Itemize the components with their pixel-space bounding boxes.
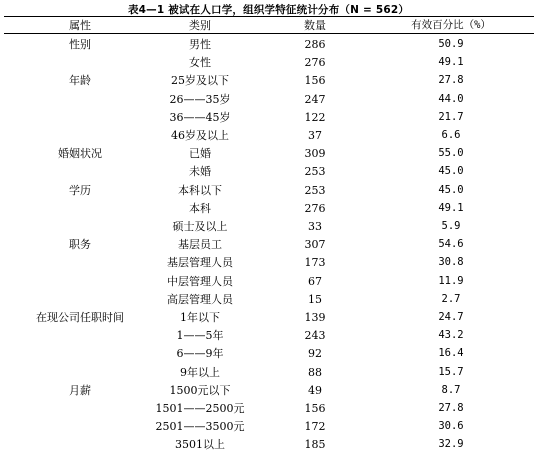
percent-cell: 32.9 <box>438 438 464 450</box>
attribute-cell: 年龄 <box>69 74 91 87</box>
percent-cell: 55.0 <box>438 147 464 159</box>
percent-cell: 43.2 <box>438 329 464 341</box>
category-cell: 男性 <box>189 38 211 51</box>
category-cell: 1500元以下 <box>169 384 231 397</box>
category-cell: 36——45岁 <box>169 111 231 124</box>
category-cell: 1——5年 <box>176 329 224 342</box>
count-cell: 92 <box>308 347 322 360</box>
attribute-cell: 职务 <box>69 238 91 251</box>
percent-cell: 8.7 <box>441 384 461 396</box>
category-cell: 基层管理人员 <box>167 256 233 269</box>
percent-cell: 49.1 <box>438 56 464 68</box>
percent-cell: 21.7 <box>438 111 464 123</box>
count-cell: 15 <box>308 293 322 306</box>
attribute-cell: 月薪 <box>69 384 91 397</box>
count-cell: 156 <box>304 402 326 415</box>
attribute-cell: 在现公司任职时间 <box>36 311 124 324</box>
percent-cell: 24.7 <box>438 311 464 323</box>
header-count: 数量 <box>304 19 326 32</box>
percent-cell: 5.9 <box>441 220 461 232</box>
count-cell: 139 <box>304 311 326 324</box>
count-cell: 276 <box>304 202 326 215</box>
category-cell: 9年以上 <box>180 366 220 379</box>
count-cell: 67 <box>308 275 322 288</box>
count-cell: 307 <box>304 238 326 251</box>
table-top-rule <box>4 16 534 17</box>
percent-cell: 30.8 <box>438 256 464 268</box>
category-cell: 基层员工 <box>178 238 222 251</box>
percent-cell: 27.8 <box>438 74 464 86</box>
category-cell: 1501——2500元 <box>155 402 245 415</box>
category-cell: 2501——3500元 <box>155 420 245 433</box>
category-cell: 女性 <box>189 56 211 69</box>
category-cell: 6——9年 <box>176 347 224 360</box>
category-cell: 未婚 <box>189 165 211 178</box>
category-cell: 硕士及以上 <box>172 220 228 233</box>
percent-cell: 44.0 <box>438 93 464 105</box>
category-cell: 1年以下 <box>180 311 220 324</box>
count-cell: 172 <box>304 420 326 433</box>
percent-cell: 54.6 <box>438 238 464 250</box>
category-cell: 本科以下 <box>178 184 222 197</box>
table-caption: 表4—1 被试在人口学，组织学特征统计分布（N = 562） <box>127 4 410 16</box>
percent-cell: 45.0 <box>438 184 464 196</box>
percent-cell: 50.9 <box>438 38 464 50</box>
attribute-cell: 性别 <box>69 38 91 51</box>
category-cell: 中层管理人员 <box>167 275 233 288</box>
category-cell: 高层管理人员 <box>167 293 233 306</box>
category-cell: 本科 <box>189 202 211 215</box>
count-cell: 253 <box>304 184 326 197</box>
count-cell: 49 <box>308 384 322 397</box>
count-cell: 88 <box>308 366 322 379</box>
count-cell: 309 <box>304 147 326 160</box>
percent-cell: 30.6 <box>438 420 464 432</box>
percent-cell: 11.9 <box>438 275 464 287</box>
count-cell: 253 <box>304 165 326 178</box>
count-cell: 173 <box>304 256 326 269</box>
count-cell: 37 <box>308 129 322 142</box>
category-cell: 46岁及以上 <box>171 129 229 142</box>
header-attribute: 属性 <box>69 19 91 32</box>
percent-cell: 45.0 <box>438 165 464 177</box>
count-cell: 243 <box>304 329 326 342</box>
category-cell: 3501以上 <box>175 438 225 451</box>
percent-cell: 49.1 <box>438 202 464 214</box>
count-cell: 33 <box>308 220 322 233</box>
count-cell: 122 <box>304 111 326 124</box>
count-cell: 185 <box>304 438 326 451</box>
header-category: 类别 <box>189 19 211 32</box>
count-cell: 286 <box>304 38 326 51</box>
header-percent: 有效百分比（%） <box>411 19 491 31</box>
percent-cell: 2.7 <box>441 293 461 305</box>
percent-cell: 27.8 <box>438 402 464 414</box>
category-cell: 25岁及以下 <box>171 74 229 87</box>
category-cell: 已婚 <box>189 147 211 160</box>
count-cell: 156 <box>304 74 326 87</box>
header-rule <box>4 33 534 34</box>
percent-cell: 6.6 <box>441 129 461 141</box>
count-cell: 276 <box>304 56 326 69</box>
attribute-cell: 学历 <box>69 184 91 197</box>
percent-cell: 15.7 <box>438 366 464 378</box>
count-cell: 247 <box>304 93 326 106</box>
category-cell: 26——35岁 <box>169 93 231 106</box>
percent-cell: 16.4 <box>438 347 464 359</box>
attribute-cell: 婚姻状况 <box>58 147 102 160</box>
